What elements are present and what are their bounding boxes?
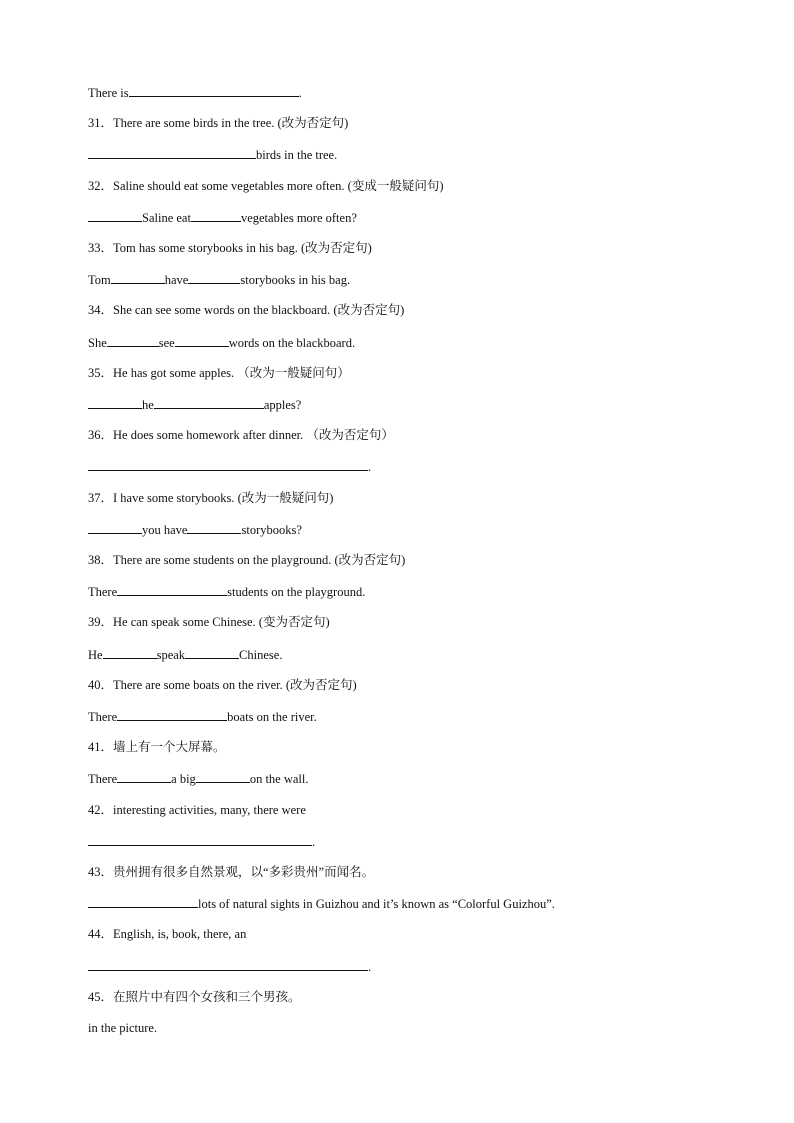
answer-text: vegetables more often? xyxy=(240,210,357,225)
answer-blank[interactable] xyxy=(154,396,264,409)
question-line xyxy=(88,178,443,194)
answer-blank[interactable] xyxy=(88,458,368,471)
answer-line xyxy=(88,583,365,600)
answer-text: lots of natural sights in Guizhou and it’s known as “Colorful Guizhou”. xyxy=(198,897,555,912)
answer-blank[interactable] xyxy=(188,271,240,284)
answer-text: he xyxy=(142,398,154,412)
question-text: 37．I have some storybooks. (改为一般疑问句) xyxy=(88,490,334,505)
answer-line xyxy=(88,334,355,351)
question-text: 43．贵州拥有很多自然景观，以“多彩贵州”而闻名。 xyxy=(88,865,375,879)
answer-blank[interactable] xyxy=(196,770,250,783)
question-line xyxy=(88,302,404,318)
answer-text: There xyxy=(88,772,118,787)
answer-blank[interactable] xyxy=(88,521,142,534)
answer-blank[interactable] xyxy=(107,334,159,347)
answer-text: . xyxy=(312,834,316,849)
answer-line xyxy=(88,146,337,163)
question-text: 35．He has got some apples. （改为一般疑问句） xyxy=(88,365,350,380)
answer-line xyxy=(88,396,301,413)
answer-blank[interactable] xyxy=(103,646,157,659)
question-text: 42．interesting activities, many, there were xyxy=(88,802,306,817)
answer-line xyxy=(88,833,315,850)
question-line xyxy=(88,989,301,1005)
question-text: 36．He does some homework after dinner. （改为否定句） xyxy=(88,428,394,443)
question-text: 44．English, is, book, there, an xyxy=(88,927,247,942)
answer-blank[interactable] xyxy=(88,833,312,846)
question-line xyxy=(88,802,306,818)
answer-text: There xyxy=(88,585,118,600)
question-text: 41．墙上有一个大屏幕。 xyxy=(88,740,226,755)
answer-text: words on the blackboard. xyxy=(228,335,356,350)
answer-text: apples? xyxy=(263,398,302,412)
question-line xyxy=(88,427,394,443)
answer-blank[interactable] xyxy=(111,271,165,284)
answer-text: have xyxy=(164,273,189,288)
answer-line xyxy=(88,958,371,975)
answer-blank[interactable] xyxy=(117,583,227,596)
answer-line xyxy=(88,458,371,475)
question-line xyxy=(88,926,246,942)
question-line xyxy=(88,677,357,693)
question-text: 38．There are some students on the playground. (改为否定句) xyxy=(88,553,406,567)
answer-text: There is xyxy=(88,86,129,100)
answer-line xyxy=(88,1020,157,1036)
answer-blank[interactable] xyxy=(185,646,239,659)
answer-text: She xyxy=(88,335,107,350)
answer-line xyxy=(88,770,308,787)
answer-blank[interactable] xyxy=(88,958,368,971)
answer-text: Saline eat xyxy=(142,210,191,225)
answer-text: . xyxy=(298,86,302,100)
answer-text: birds in the tree. xyxy=(256,148,338,163)
question-line xyxy=(88,240,372,256)
question-line xyxy=(88,490,333,506)
answer-text: you have xyxy=(142,522,188,537)
answer-blank[interactable] xyxy=(88,209,142,222)
answer-text: storybooks in his bag. xyxy=(240,273,351,288)
question-text: 33．Tom has some storybooks in his bag. (改为否定句) xyxy=(88,241,372,255)
question-line xyxy=(88,739,226,755)
answer-text: boats on the river. xyxy=(227,710,317,724)
question-text: 45．在照片中有四个女孩和三个男孩。 xyxy=(88,989,301,1004)
answer-line xyxy=(88,209,357,226)
answer-text: Tom xyxy=(88,273,111,288)
answer-blank[interactable] xyxy=(187,521,241,534)
answer-text: see xyxy=(158,335,175,350)
answer-text: There xyxy=(88,710,118,724)
answer-text: . xyxy=(368,959,372,974)
answer-line xyxy=(88,646,282,663)
question-text: 39．He can speak some Chinese. (变为否定句) xyxy=(88,615,330,630)
answer-text: speak xyxy=(156,647,186,662)
question-line xyxy=(88,552,405,568)
question-text: 40．There are some boats on the river. (改为否定句) xyxy=(88,677,357,692)
answer-text: . xyxy=(368,460,372,475)
answer-line xyxy=(88,708,317,725)
question-line xyxy=(88,864,374,880)
answer-text: Chinese. xyxy=(239,647,283,662)
answer-text: on the wall. xyxy=(249,772,309,787)
answer-text: storybooks? xyxy=(241,522,302,537)
answer-line xyxy=(88,521,302,538)
answer-blank[interactable] xyxy=(129,84,299,97)
answer-blank[interactable] xyxy=(191,209,241,222)
answer-blank[interactable] xyxy=(117,770,171,783)
answer-text: a big xyxy=(171,772,196,787)
answer-blank[interactable] xyxy=(88,146,256,159)
answer-line xyxy=(88,271,350,288)
answer-blank[interactable] xyxy=(88,895,198,908)
question-line xyxy=(88,614,330,630)
answer-blank[interactable] xyxy=(88,396,142,409)
answer-text: students on the playground. xyxy=(227,585,366,600)
question-text: 32．Saline should eat some vegetables more often. (变成一般疑问句) xyxy=(88,178,444,193)
question-text: 31．There are some birds in the tree. (改为否定句) xyxy=(88,116,349,131)
question-text: 34．She can see some words on the blackboard. (改为否定句) xyxy=(88,303,405,318)
answer-blank[interactable] xyxy=(117,708,227,721)
answer-text: in the picture. xyxy=(88,1021,158,1035)
question-line xyxy=(88,115,348,131)
answer-line xyxy=(88,895,555,912)
answer-line xyxy=(88,84,302,101)
answer-blank[interactable] xyxy=(175,334,229,347)
answer-text: He xyxy=(88,647,103,662)
question-line xyxy=(88,365,350,381)
